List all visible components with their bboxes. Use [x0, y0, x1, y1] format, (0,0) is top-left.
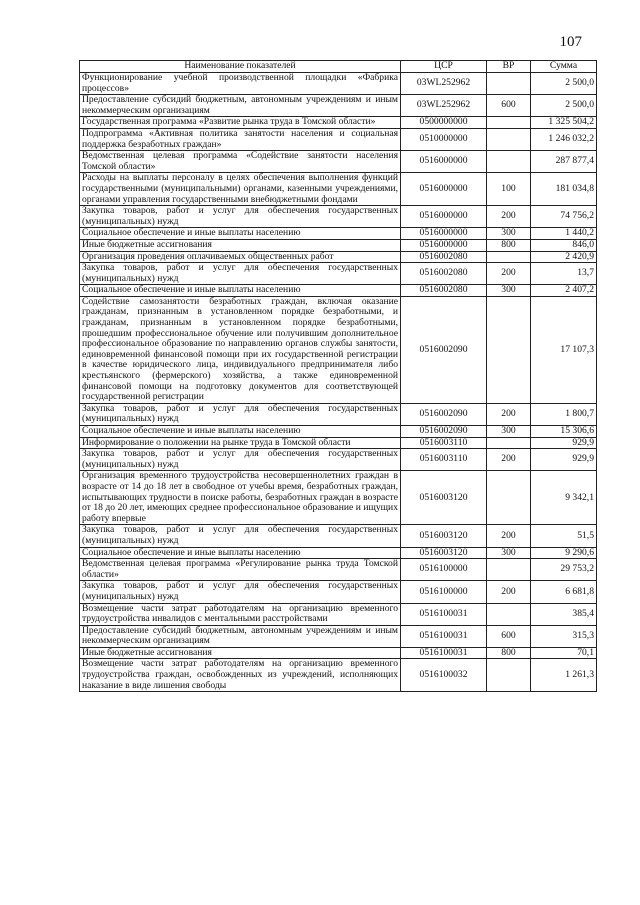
row-sum-cell: 1 246 032,2 [531, 128, 597, 150]
row-sum-cell: 2 500,0 [531, 73, 597, 95]
row-vr-cell: 200 [487, 525, 531, 547]
row-sum-cell: 74 756,2 [531, 206, 597, 228]
row-csr-cell: 0516003120 [401, 547, 487, 559]
row-sum-cell: 846,0 [531, 239, 597, 251]
row-vr-cell [487, 128, 531, 150]
table-row [80, 228, 597, 240]
table-row [80, 239, 597, 251]
row-sum-cell: 51,5 [531, 525, 597, 547]
row-sum-cell: 2 407,2 [531, 285, 597, 297]
row-vr-cell: 200 [487, 263, 531, 285]
row-csr-cell: 03WL252962 [401, 73, 487, 95]
row-vr-cell: 300 [487, 285, 531, 297]
row-vr-cell: 600 [487, 625, 531, 647]
row-sum-cell: 1 800,7 [531, 403, 597, 425]
row-csr-cell: 0516100032 [401, 659, 487, 692]
row-csr-cell: 0516100031 [401, 647, 487, 659]
header-sum: Сумма [531, 61, 597, 73]
table-row [80, 525, 597, 547]
row-name-cell: Ведомственная целевая программа «Регулирование рынка труда Томской области» [80, 559, 401, 581]
row-name-cell: Закупка товаров, работ и услуг для обеспечения государственных (муниципальных) нужд [80, 206, 401, 228]
row-name-cell: Содействие самозанятости безработных граждан, включая оказание гражданам, признанным в установленном порядке безработными, и гражданам, признанным в установленном порядке безработными, прошедшим профессиональное обучение или получившим дополнительное профессиональное образование по направлению органов службы занятости, единовременной финансовой помощи при их государственной регистрации в качестве юридического лица, индивидуального предпринимателя либо крестьянского (фермерского) хозяйства, а также единовременной финансовой помощи на подготовку документов для соответствующей государственной регистрации [80, 296, 401, 403]
row-csr-cell: 0516002080 [401, 263, 487, 285]
row-sum-cell: 6 681,8 [531, 581, 597, 603]
row-sum-cell: 1 261,3 [531, 659, 597, 692]
table-row [80, 437, 597, 449]
row-vr-cell: 200 [487, 206, 531, 228]
row-name-cell: Социальное обеспечение и иные выплаты населению [80, 228, 401, 240]
row-name-cell: Ведомственная целевая программа «Содействие занятости населения Томской области» [80, 151, 401, 173]
row-sum-cell: 9 290,6 [531, 547, 597, 559]
row-csr-cell: 0516002080 [401, 251, 487, 263]
row-csr-cell: 0500000000 [401, 117, 487, 129]
row-vr-cell [487, 471, 531, 525]
row-csr-cell: 0516000000 [401, 239, 487, 251]
row-vr-cell [487, 296, 531, 403]
row-name-cell: Закупка товаров, работ и услуг для обеспечения государственных (муниципальных) нужд [80, 581, 401, 603]
table-row [80, 403, 597, 425]
row-name-cell: Предоставление субсидий бюджетным, автономным учреждениям и иным некоммерческим организациям [80, 95, 401, 117]
table-row [80, 117, 597, 129]
row-sum-cell: 29 753,2 [531, 559, 597, 581]
row-vr-cell [487, 559, 531, 581]
row-sum-cell: 9 342,1 [531, 471, 597, 525]
table-row [80, 151, 597, 173]
row-vr-cell: 100 [487, 173, 531, 206]
table-row [80, 625, 597, 647]
row-sum-cell: 1 325 504,2 [531, 117, 597, 129]
table-row [80, 547, 597, 559]
row-vr-cell [487, 151, 531, 173]
row-vr-cell: 800 [487, 647, 531, 659]
row-name-cell: Расходы на выплаты персоналу в целях обеспечения выполнения функций государственными (муниципальными) органами, казенными учреждениями, органами управления государственными внебюджетными фондами [80, 173, 401, 206]
table-row [80, 251, 597, 263]
row-csr-cell: 0516100031 [401, 603, 487, 625]
row-sum-cell: 70,1 [531, 647, 597, 659]
table-row [80, 659, 597, 692]
table-row [80, 647, 597, 659]
table-row [80, 581, 597, 603]
row-name-cell: Организация временного трудоустройства несовершеннолетних граждан в возрасте от 14 до 18 лет в свободное от учебы время, безработных граждан, испытывающих трудности в поиске работы, безработных граждан в возрасте от 18 до 20 лет, имеющих среднее профессиональное образование и ищущих работу впервые [80, 471, 401, 525]
row-name-cell: Предоставление субсидий бюджетным, автономным учреждениям и иным некоммерческим организациям [80, 625, 401, 647]
row-name-cell: Закупка товаров, работ и услуг для обеспечения государственных (муниципальных) нужд [80, 263, 401, 285]
row-name-cell: Социальное обеспечение и иные выплаты населению [80, 547, 401, 559]
row-name-cell: Организация проведения оплачиваемых общественных работ [80, 251, 401, 263]
row-sum-cell: 17 107,3 [531, 296, 597, 403]
row-csr-cell: 0516000000 [401, 228, 487, 240]
row-vr-cell: 300 [487, 426, 531, 438]
row-csr-cell: 0516002090 [401, 403, 487, 425]
row-csr-cell: 0516002080 [401, 285, 487, 297]
table-row [80, 285, 597, 297]
row-csr-cell: 0516003110 [401, 437, 487, 449]
table-row [80, 263, 597, 285]
row-vr-cell: 800 [487, 239, 531, 251]
table-row [80, 173, 597, 206]
row-csr-cell: 0516003110 [401, 449, 487, 471]
row-name-cell: Закупка товаров, работ и услуг для обеспечения государственных (муниципальных) нужд [80, 525, 401, 547]
table-row [80, 426, 597, 438]
row-name-cell: Социальное обеспечение и иные выплаты населению [80, 426, 401, 438]
row-sum-cell: 13,7 [531, 263, 597, 285]
row-vr-cell [487, 437, 531, 449]
header-name: Наименование показателей [80, 61, 401, 73]
row-vr-cell [487, 73, 531, 95]
table-row [80, 471, 597, 525]
row-name-cell: Возмещение части затрат работодателям на организацию временного трудоустройства инвалидов с ментальными расстройствами [80, 603, 401, 625]
row-csr-cell: 0516100031 [401, 625, 487, 647]
table-row [80, 73, 597, 95]
row-name-cell: Подпрограмма «Активная политика занятости населения и социальная поддержка безработных граждан» [80, 128, 401, 150]
table-row [80, 603, 597, 625]
row-csr-cell: 03WL252962 [401, 95, 487, 117]
row-name-cell: Функционирование учебной производственной площадки «Фабрика процессов» [80, 73, 401, 95]
table-body [80, 73, 597, 692]
row-vr-cell: 300 [487, 547, 531, 559]
row-csr-cell: 0510000000 [401, 128, 487, 150]
row-name-cell: Иные бюджетные ассигнования [80, 647, 401, 659]
row-csr-cell: 0516003120 [401, 471, 487, 525]
page-number: 107 [559, 34, 582, 50]
row-vr-cell [487, 251, 531, 263]
table-row [80, 206, 597, 228]
row-name-cell: Информирование о положении на рынке труда в Томской области [80, 437, 401, 449]
budget-table [79, 60, 597, 692]
row-csr-cell: 0516100000 [401, 559, 487, 581]
row-csr-cell: 0516002090 [401, 426, 487, 438]
row-csr-cell: 0516000000 [401, 173, 487, 206]
row-sum-cell: 929,9 [531, 449, 597, 471]
row-name-cell: Иные бюджетные ассигнования [80, 239, 401, 251]
row-vr-cell: 300 [487, 228, 531, 240]
row-name-cell: Социальное обеспечение и иные выплаты населению [80, 285, 401, 297]
row-csr-cell: 0516000000 [401, 206, 487, 228]
row-sum-cell: 15 306,6 [531, 426, 597, 438]
row-name-cell: Возмещение части затрат работодателям на организацию временного трудоустройства граждан, освобожденных из учреждений, исполняющих наказание в виде лишения свободы [80, 659, 401, 692]
row-sum-cell: 1 440,2 [531, 228, 597, 240]
row-vr-cell [487, 117, 531, 129]
row-sum-cell: 929,9 [531, 437, 597, 449]
row-vr-cell: 200 [487, 403, 531, 425]
table-row [80, 559, 597, 581]
row-sum-cell: 2 500,0 [531, 95, 597, 117]
row-vr-cell: 200 [487, 581, 531, 603]
row-vr-cell: 600 [487, 95, 531, 117]
table-row [80, 296, 597, 403]
row-sum-cell: 181 034,8 [531, 173, 597, 206]
row-sum-cell: 315,3 [531, 625, 597, 647]
row-name-cell: Государственная программа «Развитие рынка труда в Томской области» [80, 117, 401, 129]
row-csr-cell: 0516002090 [401, 296, 487, 403]
row-name-cell: Закупка товаров, работ и услуг для обеспечения государственных (муниципальных) нужд [80, 449, 401, 471]
row-csr-cell: 0516000000 [401, 151, 487, 173]
header-csr: ЦСР [401, 61, 487, 73]
table-row [80, 128, 597, 150]
table-row [80, 449, 597, 471]
row-csr-cell: 0516003120 [401, 525, 487, 547]
row-sum-cell: 2 420,9 [531, 251, 597, 263]
header-row [80, 61, 597, 73]
row-sum-cell: 287 877,4 [531, 151, 597, 173]
row-vr-cell: 200 [487, 449, 531, 471]
row-vr-cell [487, 659, 531, 692]
table-row [80, 95, 597, 117]
row-name-cell: Закупка товаров, работ и услуг для обеспечения государственных (муниципальных) нужд [80, 403, 401, 425]
header-vr: ВР [487, 61, 531, 73]
row-vr-cell [487, 603, 531, 625]
row-csr-cell: 0516100000 [401, 581, 487, 603]
row-sum-cell: 385,4 [531, 603, 597, 625]
